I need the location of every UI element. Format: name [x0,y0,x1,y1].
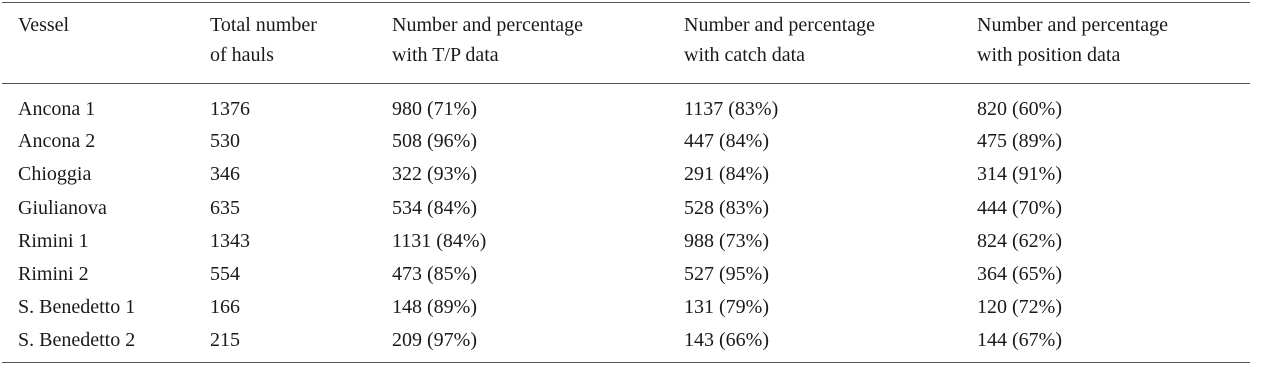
table-cell-tp: 508 (96%) [392,130,477,152]
header-tp-data-line1: Number and percentage [392,14,584,36]
table-cell-vessel: Ancona 2 [18,130,96,152]
header-catch-data [684,10,875,70]
table-cell-tp: 534 (84%) [392,197,477,219]
table-cell-total: 1343 [210,230,250,252]
header-total-hauls-line2: of hauls [210,44,274,66]
table-cell-vessel: Giulianova [18,197,107,219]
table-cell-total: 1376 [210,98,250,120]
header-position-data-line1: Number and percentage [977,14,1169,36]
table-cell-position: 824 (62%) [977,230,1062,252]
table-cell-vessel: S. Benedetto 1 [18,296,136,318]
table-cell-vessel: Rimini 2 [18,263,89,285]
table-cell-position: 364 (65%) [977,263,1062,285]
table-cell-catch: 528 (83%) [684,197,769,219]
table-cell-tp: 1131 (84%) [392,230,487,252]
header-vessel [18,10,69,40]
header-total-hauls-line1: Total number [210,14,317,36]
header-catch-data-line2: with catch data [684,44,806,66]
table-cell-vessel: Chioggia [18,163,92,185]
table-cell-vessel: Ancona 1 [18,98,96,120]
table-cell-catch: 1137 (83%) [684,98,779,120]
table-cell-tp: 148 (89%) [392,296,477,318]
table-cell-catch: 291 (84%) [684,163,769,185]
table-cell-total: 215 [210,329,240,351]
table-cell-position: 820 (60%) [977,98,1062,120]
table-cell-total: 166 [210,296,240,318]
table-cell-catch: 143 (66%) [684,329,769,351]
header-tp-data-line2: with T/P data [392,44,499,66]
table-cell-total: 346 [210,163,240,185]
table-cell-vessel: S. Benedetto 2 [18,329,136,351]
table-cell-tp: 322 (93%) [392,163,477,185]
table-cell-total: 530 [210,130,240,152]
header-tp-data [392,10,583,70]
header-position-data [977,10,1168,70]
top-rule [2,2,1250,3]
header-vessel-line1: Vessel [18,14,70,36]
table-cell-tp: 209 (97%) [392,329,477,351]
table-cell-catch: 131 (79%) [684,296,769,318]
table-cell-tp: 980 (71%) [392,98,477,120]
table-cell-position: 120 (72%) [977,296,1062,318]
header-total-hauls [210,10,317,70]
table-cell-position: 475 (89%) [977,130,1062,152]
header-catch-data-line1: Number and percentage [684,14,876,36]
header-rule [2,83,1250,84]
table-cell-tp: 473 (85%) [392,263,477,285]
table-cell-catch: 527 (95%) [684,263,769,285]
table-cell-catch: 988 (73%) [684,230,769,252]
table-cell-position: 144 (67%) [977,329,1062,351]
header-position-data-line2: with position data [977,44,1121,66]
table-cell-total: 635 [210,197,240,219]
table-cell-position: 444 (70%) [977,197,1062,219]
table-cell-vessel: Rimini 1 [18,230,89,252]
table-cell-catch: 447 (84%) [684,130,769,152]
bottom-rule [2,362,1250,363]
table-cell-position: 314 (91%) [977,163,1062,185]
table-cell-total: 554 [210,263,240,285]
